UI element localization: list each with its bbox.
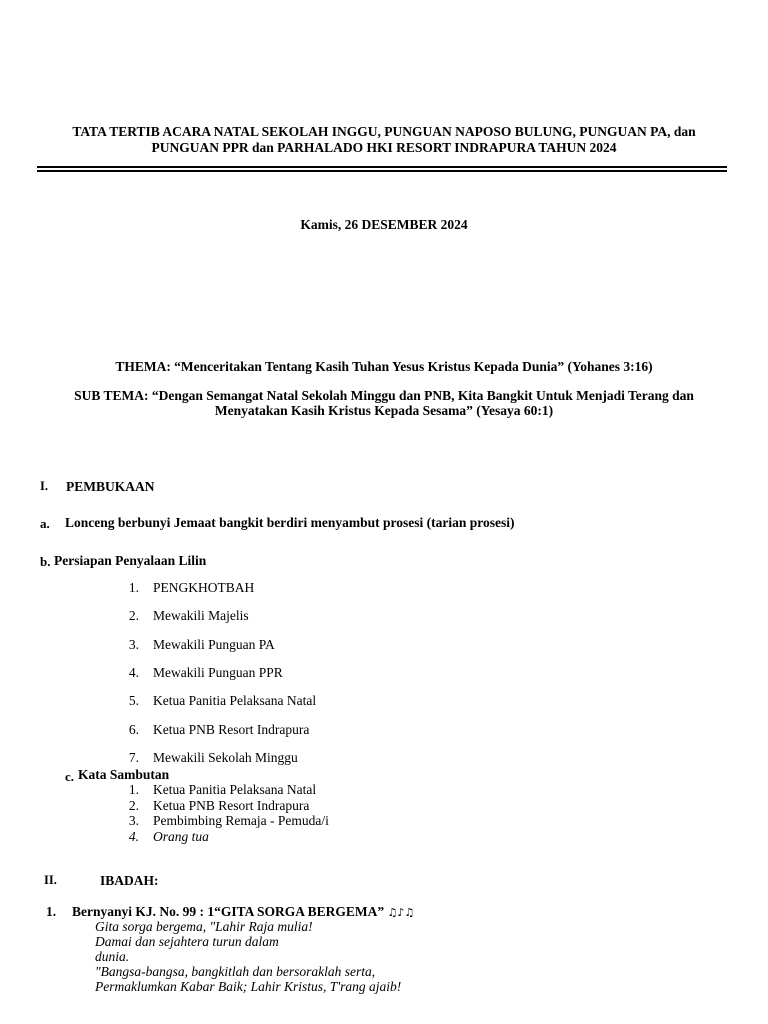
item-a-text: Lonceng berbunyi Jemaat bangkit berdiri menyambut prosesi (tarian prosesi) xyxy=(65,515,515,530)
lyric-line: Permaklumkan Kabar Baik; Lahir Kristus, T'rang ajaib! xyxy=(95,979,402,994)
section-2-roman: II. xyxy=(44,873,57,887)
section-1-heading: PEMBUKAAN xyxy=(66,479,155,494)
lyric-line: "Bangsa-bangsa, bangkitlah dan bersoraklah serta, xyxy=(95,964,376,979)
subtheme-line-2: Menyatakan Kasih Kristus Kepada Sesama” (Yesaya 60:1) xyxy=(214,403,554,418)
section-1-roman: I. xyxy=(40,479,48,493)
music-notes-icon: ♫♪♫ xyxy=(387,906,415,919)
title-line-2: PUNGUAN PPR dan PARHALADO HKI RESORT INDRAPURA TAHUN 2024 xyxy=(151,140,617,155)
lyric-line: dunia. xyxy=(95,949,130,964)
lyric-line: Gita sorga bergema, "Lahir Raja mulia! xyxy=(95,919,313,934)
subtheme xyxy=(40,388,728,418)
item-a-marker: a. xyxy=(40,516,50,531)
double-rule-bottom xyxy=(37,170,727,172)
event-date: Kamis, 26 DESEMBER 2024 xyxy=(300,217,468,232)
song-title: Bernyanyi KJ. No. 99 : 1“GITA SORGA BERGEMA” xyxy=(72,904,385,919)
item-b-marker: b. xyxy=(40,554,51,569)
theme: THEMA: “Menceritakan Tentang Kasih Tuhan Yesus Kristus Kepada Dunia” (Yohanes 3:16) xyxy=(115,359,653,374)
item-c-text: Kata Sambutan xyxy=(78,767,170,782)
item-b-text: Persiapan Penyalaan Lilin xyxy=(54,553,207,568)
song-line xyxy=(72,904,414,920)
lyric-line: Damai dan sejahtera turun dalam xyxy=(95,934,279,949)
item-c-marker: c. xyxy=(65,769,75,784)
document-title xyxy=(0,124,768,156)
double-rule-top xyxy=(37,166,727,168)
song-lyrics xyxy=(95,919,401,994)
subtheme-line-1: SUB TEMA: “Dengan Semangat Natal Sekolah Minggu dan PNB, Kita Bangkit Untuk Menjadi Terang dan xyxy=(74,388,694,403)
section-2-heading: IBADAH: xyxy=(100,873,159,888)
item-1-marker: 1. xyxy=(46,904,57,919)
title-line-1: TATA TERTIB ACARA NATAL SEKOLAH INGGU, PUNGUAN NAPOSO BULUNG, PUNGUAN PA, dan xyxy=(72,124,696,139)
